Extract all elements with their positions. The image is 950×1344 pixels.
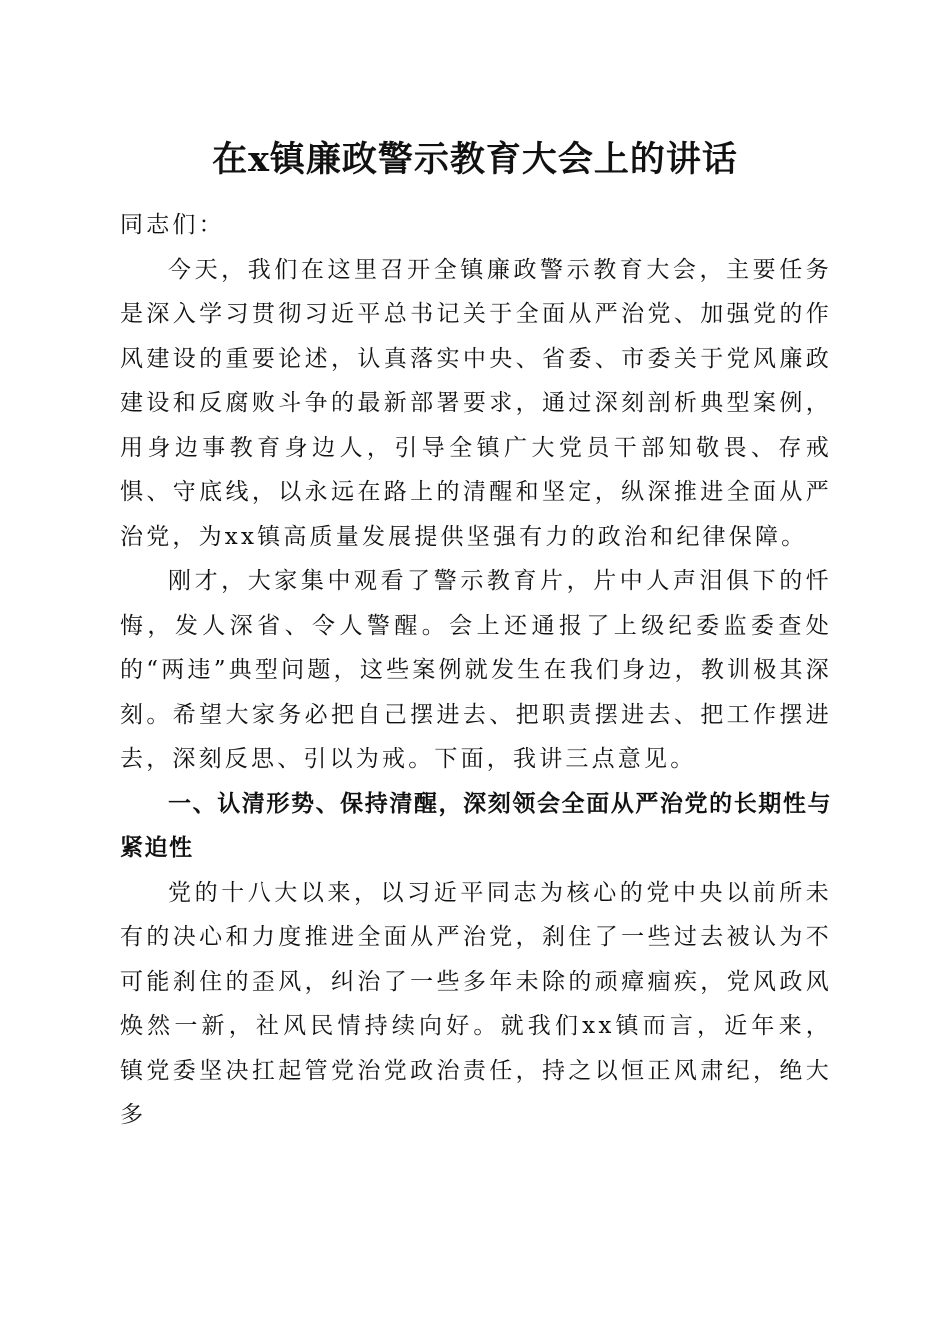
paragraph-video-review: 刚才，大家集中观看了警示教育片，片中人声泪俱下的忏悔，发人深省、令人警醒。会上还通报了上级纪委监委查处的“两违”典型问题，这些案例就发生在我们身边，教训极其深刻。希望大家务必把自己摆进去、把职责摆进去、把工作摆进去，深刻反思、引以为戒。下面，我讲三点意见。 [120, 568, 832, 772]
paragraph-opening: 今天，我们在这里召开全镇廉政警示教育大会，主要任务是深入学习贯彻习近平总书记关于全面从严治党、加强党的作风建设的重要论述，认真落实中央、省委、市委关于党风廉政建设和反腐败斗争的最新部署要求，通过深刻剖析典型案例，用身边事教育身边人，引导全镇广大党员干部知敬畏、存戒惧、守底线，以永远在路上的清醒和坚定，纵深推进全面从严治党，为xx镇高质量发展提供坚强有力的政治和纪律保障。 [120, 256, 832, 550]
document-body [120, 203, 832, 1138]
section-heading-1: 一、认清形势、保持清醒，深刻领会全面从严治党的长期性与紧迫性 [120, 790, 832, 861]
document-title: 在x镇廉政警示教育大会上的讲话 [212, 139, 738, 180]
salutation: 同志们： [120, 212, 225, 238]
section-1-paragraph: 党的十八大以来，以习近平同志为核心的党中央以前所未有的决心和力度推进全面从严治党，刹住了一些过去被认为不可能刹住的歪风，纠治了一些多年未除的顽瘴痼疾，党风政风焕然一新，社风民情持续向好。就我们xx镇而言，近年来，镇党委坚决扛起管党治党政治责任，持之以恒正风肃纪，绝大多 [120, 879, 832, 1128]
